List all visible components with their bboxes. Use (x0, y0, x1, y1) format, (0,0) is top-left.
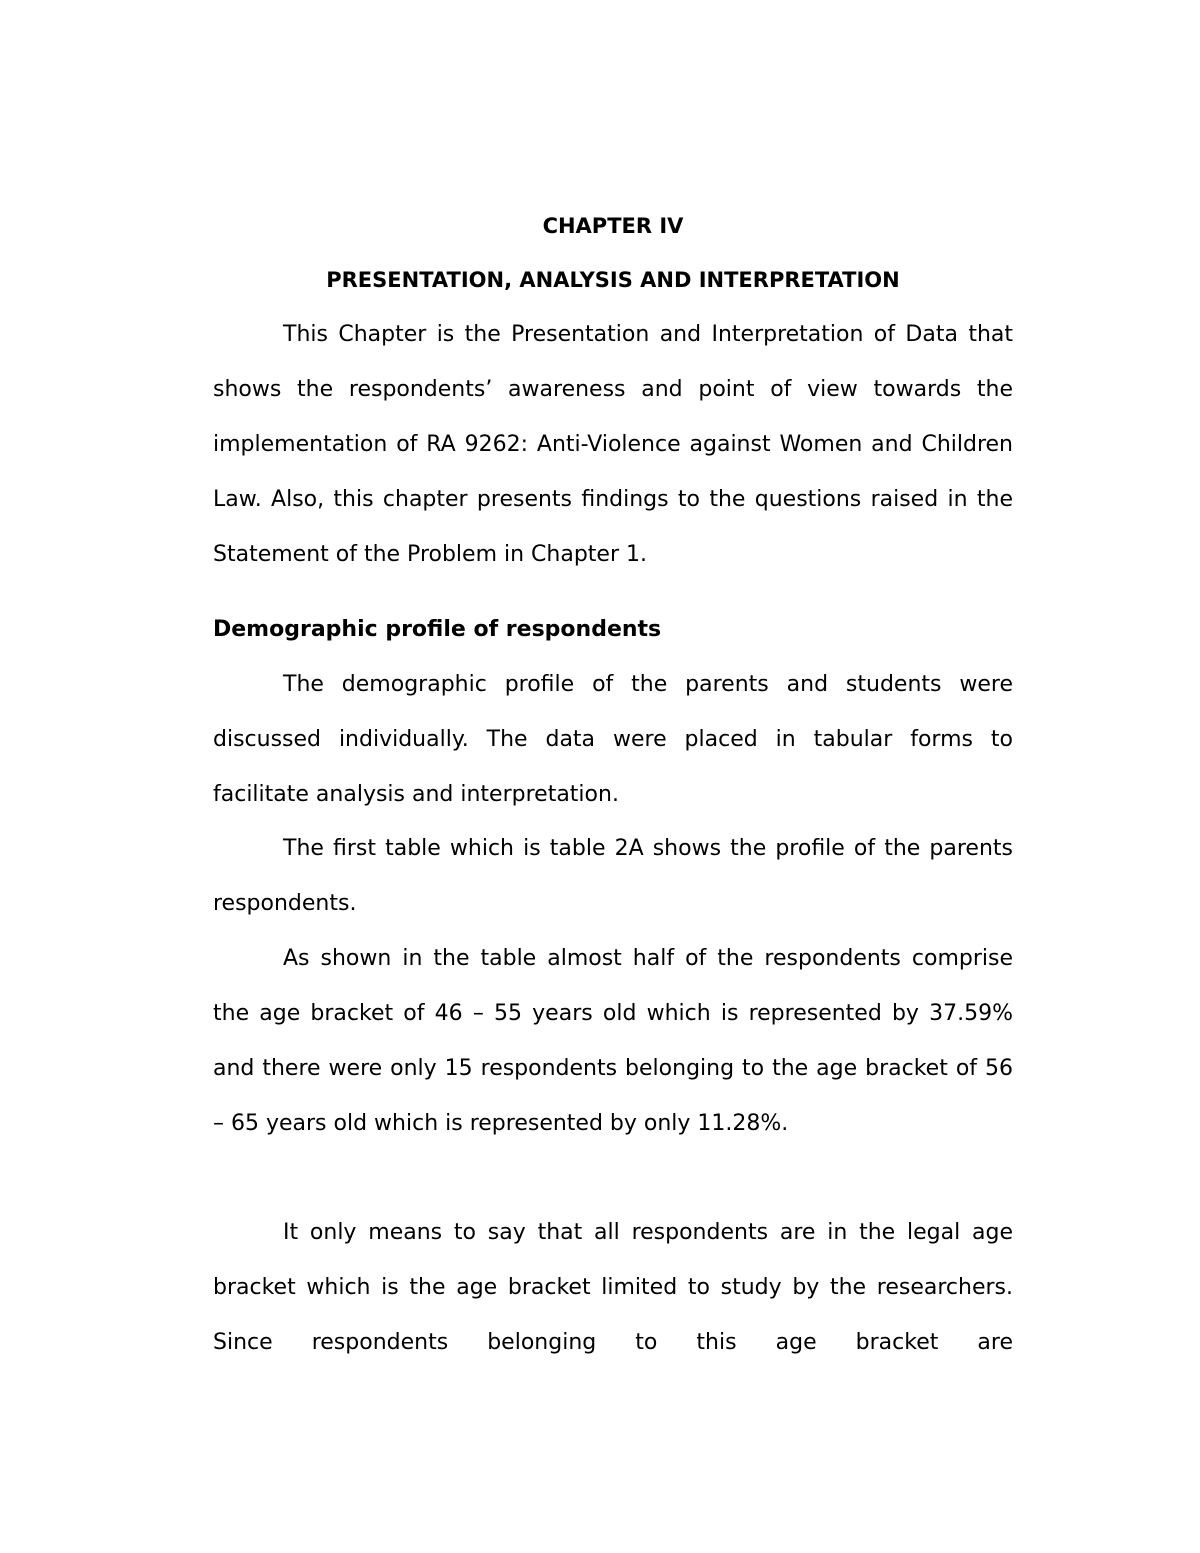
chapter-number-title: CHAPTER IV (542, 214, 684, 238)
section-paragraph-2: The first table which is table 2A shows the profile of the parents respondents. (213, 836, 1013, 916)
chapter-title: PRESENTATION, ANALYSIS AND INTERPRETATION (326, 268, 900, 292)
section-paragraph-4: It only means to say that all respondents are in the legal age bracket which is the age bracket limited to study by the researchers. Since respondents belonging to this age bracket are (213, 1220, 1013, 1355)
section-paragraph-3: As shown in the table almost half of the respondents comprise the age bracket of 46 – 55 years old which is represented by 37.59% and there were only 15 respondents belonging to the age bracket of 56 – 65 years old which is represented by only 11.28%. (213, 946, 1013, 1136)
section-paragraph-1: The demographic profile of the parents and students were discussed individually. The data were placed in tabular forms to facilitate analysis and interpretation. (213, 672, 1013, 807)
section-heading: Demographic profile of respondents (213, 617, 662, 642)
intro-paragraph: This Chapter is the Presentation and Interpretation of Data that shows the respondents’ awareness and point of view towards the implementation of RA 9262: Anti-Violence against Women and Children Law. Also, this chapter presents findings to the questions raised in the Statement of the Problem in Chapter 1. (213, 322, 1013, 567)
